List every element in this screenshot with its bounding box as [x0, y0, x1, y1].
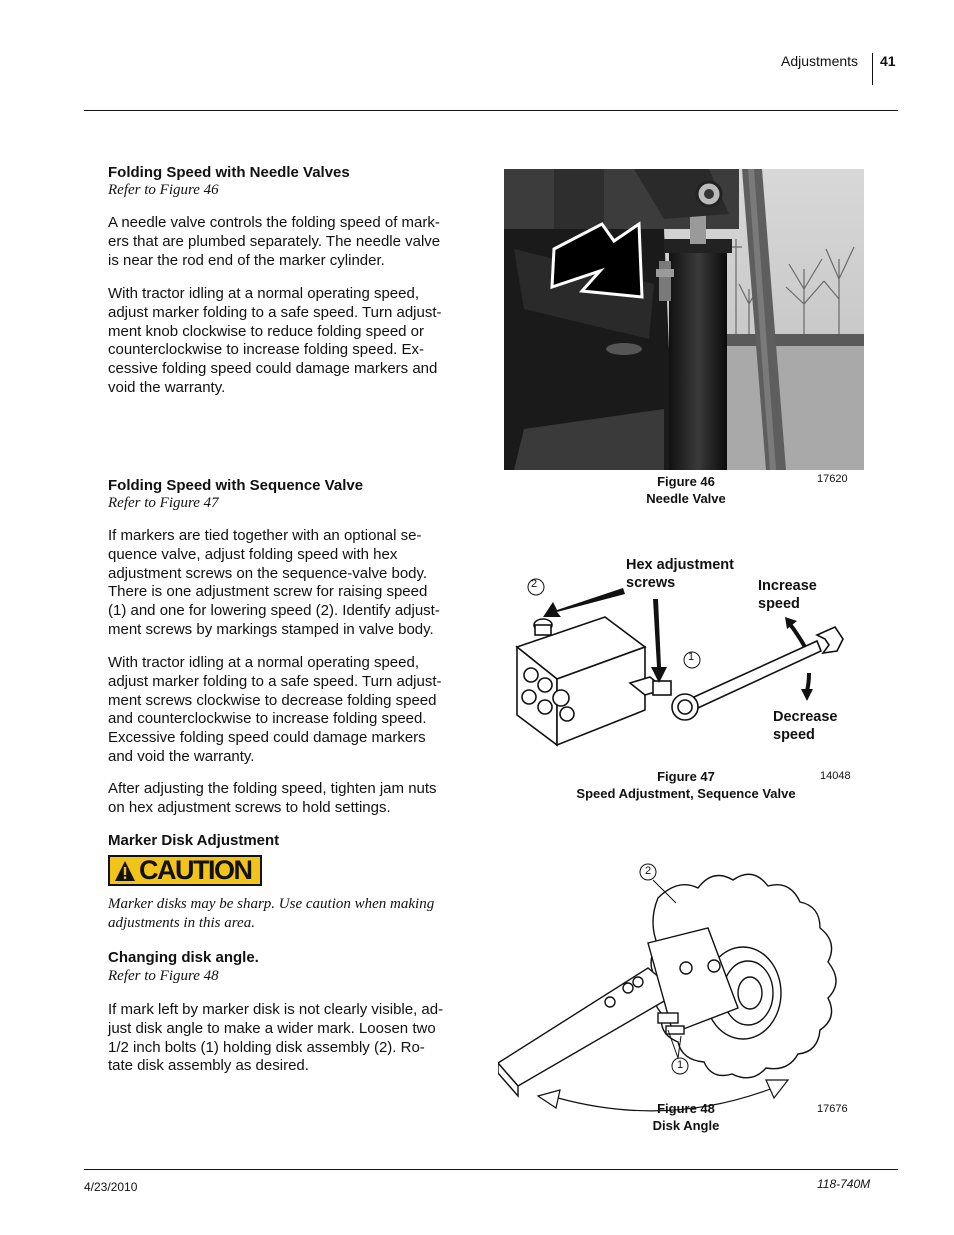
- sequence-ref: Refer to Figure 47: [108, 495, 219, 511]
- needle-paragraph-1: A needle valve controls the folding speed of mark- ers that are plumbed separately. The needle valve is near the rod end of the marker cylinder.: [108, 214, 441, 269]
- sequence-paragraph-2: With tractor idling at a normal operating speed, adjust marker folding to a safe speed. Turn adjust- ment screws clockwise to decrease folding speed and counterclockwise to increase folding speed. Excessive folding speed could damage markers and void the warranty.: [108, 654, 442, 765]
- figure-47-label: Figure 47: [657, 769, 715, 784]
- figure-48-drawing: [498, 858, 860, 1120]
- needle-heading: Folding Speed with Needle Valves: [108, 164, 350, 181]
- bottom-rule: [84, 1169, 898, 1170]
- figure-48-label: Figure 48: [657, 1101, 715, 1116]
- figure-47-callout-1: 1: [688, 651, 695, 663]
- sequence-paragraph-1: If markers are tied together with an optional se- quence valve, adjust folding speed with hex adjustment screws on the sequence-valve body. There is one adjustment screw for raising speed (1) and one for lowering speed (2). Identify adjust- ment screws by markings stamped in valve body.: [108, 527, 440, 638]
- top-rule: [84, 110, 898, 111]
- figure-47-callout-2: 2: [531, 578, 538, 590]
- figure-48-id: 17676: [817, 1103, 848, 1115]
- header-section-title: Adjustments: [781, 53, 859, 69]
- figure-47-increase-label: Increase speed: [758, 578, 817, 612]
- figure-46-title: Needle Valve: [646, 491, 726, 506]
- page-number: 41: [880, 53, 896, 69]
- figure-48-callout-2: 2: [645, 865, 652, 877]
- caution-word: CAUTION: [139, 855, 252, 885]
- figure-48-title: Disk Angle: [652, 1118, 720, 1133]
- figure-46-id: 17620: [817, 473, 848, 485]
- figure-47-title: Speed Adjustment, Sequence Valve: [576, 786, 796, 801]
- figure-47-id: 14048: [820, 770, 851, 782]
- footer-date: 4/23/2010: [84, 1180, 138, 1194]
- needle-ref: Refer to Figure 46: [108, 182, 219, 198]
- caution-text: Marker disks may be sharp. Use caution when making adjustments in this area.: [108, 896, 435, 931]
- disk-angle-paragraph: If mark left by marker disk is not clearly visible, ad- just disk angle to make a wider mark. Loosen two 1/2 inch bolts (1) holding disk assembly (2). Ro- tate disk assembly as desired.: [108, 1001, 444, 1075]
- warning-triangle-icon: [114, 860, 136, 882]
- disk-angle-heading: Changing disk angle.: [108, 949, 259, 966]
- figure-47-hex-label: Hex adjustment screws: [626, 557, 734, 591]
- header-divider: [872, 53, 873, 85]
- needle-paragraph-2: With tractor idling at a normal operating speed, adjust marker folding to a safe speed. Turn adjust- ment knob clockwise to reduce folding speed or counterclockwise to increase folding speed. Ex- cessive folding speed could damage markers and void the warranty.: [108, 285, 442, 396]
- sequence-paragraph-3: After adjusting the folding speed, tighten jam nuts on hex adjustment screws to hold settings.: [108, 780, 437, 816]
- footer-doc-number: 118-740M: [817, 1177, 871, 1191]
- disk-angle-ref: Refer to Figure 48: [108, 968, 219, 984]
- figure-46-label: Figure 46: [657, 474, 715, 489]
- disk-heading: Marker Disk Adjustment: [108, 832, 280, 849]
- figure-46-photo: [504, 169, 864, 470]
- figure-48-callout-1: 1: [677, 1059, 684, 1071]
- figure-47-decrease-label: Decrease speed: [773, 709, 838, 743]
- caution-label: [108, 855, 262, 886]
- sequence-heading: Folding Speed with Sequence Valve: [108, 477, 364, 494]
